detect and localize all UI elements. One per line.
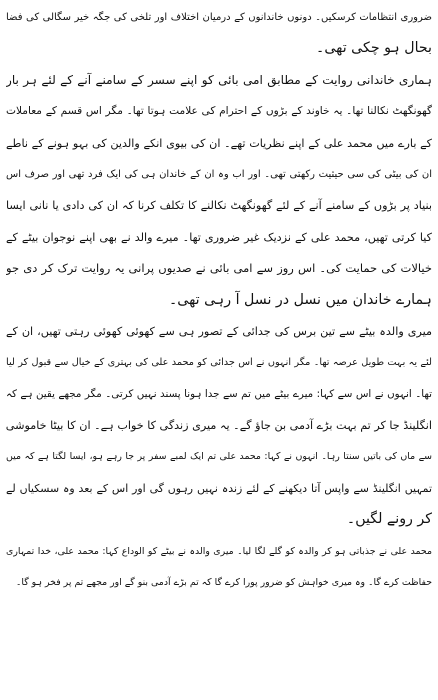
paragraph-1 xyxy=(6,2,432,65)
text-line: ان کی بیٹی کی سی حیثیت رکھتی تھی۔ اور اب وہ ان کے خاندان ہی کی ایک فرد تھی اور صرف اس xyxy=(6,168,432,180)
text-line: کے بارے میں محمد علی کے اپنے نظریات تھے۔ ان کی بیوی انکے والدین کی بہو ہونے کے ناطے xyxy=(6,136,432,150)
text-line: گھونگھٹ نکالنا تھا۔ یہ خاوند کے بڑوں کے احترام کی علامت ہوتا تھا۔ مگر اس قسم کے معاملات xyxy=(6,105,432,118)
text-line: انگلینڈ جا کر تم بہت بڑے آدمی بن جاؤ گے۔ یہ میری زندگی کا خواب ہے۔ ان کا بیٹا خاموشی xyxy=(6,419,432,433)
text-line: کر رونے لگیں۔ xyxy=(346,511,432,528)
paragraph-3 xyxy=(6,316,432,536)
paragraph-2 xyxy=(6,65,432,316)
text-line: تھا۔ انہوں نے اس سے کہا: میرے بیٹے میں تم سے جدا ہونا پسند نہیں کرتی۔ مگر مجھے یقین ہے کہ xyxy=(6,387,432,400)
text-line: کیا کرتی تھیں، محمد علی کے نزدیک غیر ضروری تھا۔ میرے والد نے بھی اپنے نوجوان بیٹے کے xyxy=(6,230,432,244)
paragraph-4 xyxy=(6,536,432,599)
text-line: حفاظت کرے گا۔ وہ میری خواہش کو ضرور پورا کرے گا کہ تم بڑے آدمی بنو گے اور مجھے تم پر فخر ہو گا۔ xyxy=(15,577,432,589)
text-line: محمد علی نے جذباتی ہو کر والدہ کو گلے لگا لیا۔ میری والدہ نے بیٹے کو الوداع کہا: محمد علی، خدا تمہاری xyxy=(6,545,432,557)
text-line: ہماری خاندانی روایت کے مطابق امی بائی کو اپنے سسر کے سامنے آنے کے لئے ہر بار xyxy=(6,72,432,87)
text-line: خیالات کی حمایت کی۔ اس روز سے امی بائی نے صدیوں پرانی یہ روایت ترک کر دی جو xyxy=(6,261,432,276)
text-line: میری والدہ بیٹے سے تین برس کی جدائی کے تصور ہی سے کھوئی کھوئی رہتی تھیں، ان کے xyxy=(6,324,432,338)
text-line: سے ماں کی باتیں سنتا رہا۔ انہوں نے کہا: محمد علی تم ایک لمبے سفر پر جا رہے ہو، ایسا لگتا ہے کہ میں xyxy=(6,451,432,463)
text-line: بنیاد پر بڑوں کے سامنے آنے کے لئے گھونگھٹ نکالنے کا تکلف کرنا کہ ان کی دادی یا نانی ایسا xyxy=(6,199,432,213)
text-line: ہمارے خاندان میں نسل در نسل آ رہی تھی۔ xyxy=(168,291,432,308)
text-line: لئے یہ بہت طویل عرصہ تھا۔ مگر انہوں نے اس جدائی کو محمد علی کی بہتری کے خیال سے قبول کر لیا xyxy=(6,357,432,369)
text-line: بحال ہو چکی تھی۔ xyxy=(316,40,432,57)
text-line: تمہیں انگلینڈ سے واپس آتا دیکھنے کے لئے زندہ نہیں رہوں گی اور اس کے بعد وہ سسکیاں لے xyxy=(6,481,432,495)
text-line: ضروری انتظامات کرسکیں۔ دونوں خاندانوں کے درمیان اختلاف اور تلخی کی جگہ خیر سگالی کی فضا xyxy=(6,12,432,23)
